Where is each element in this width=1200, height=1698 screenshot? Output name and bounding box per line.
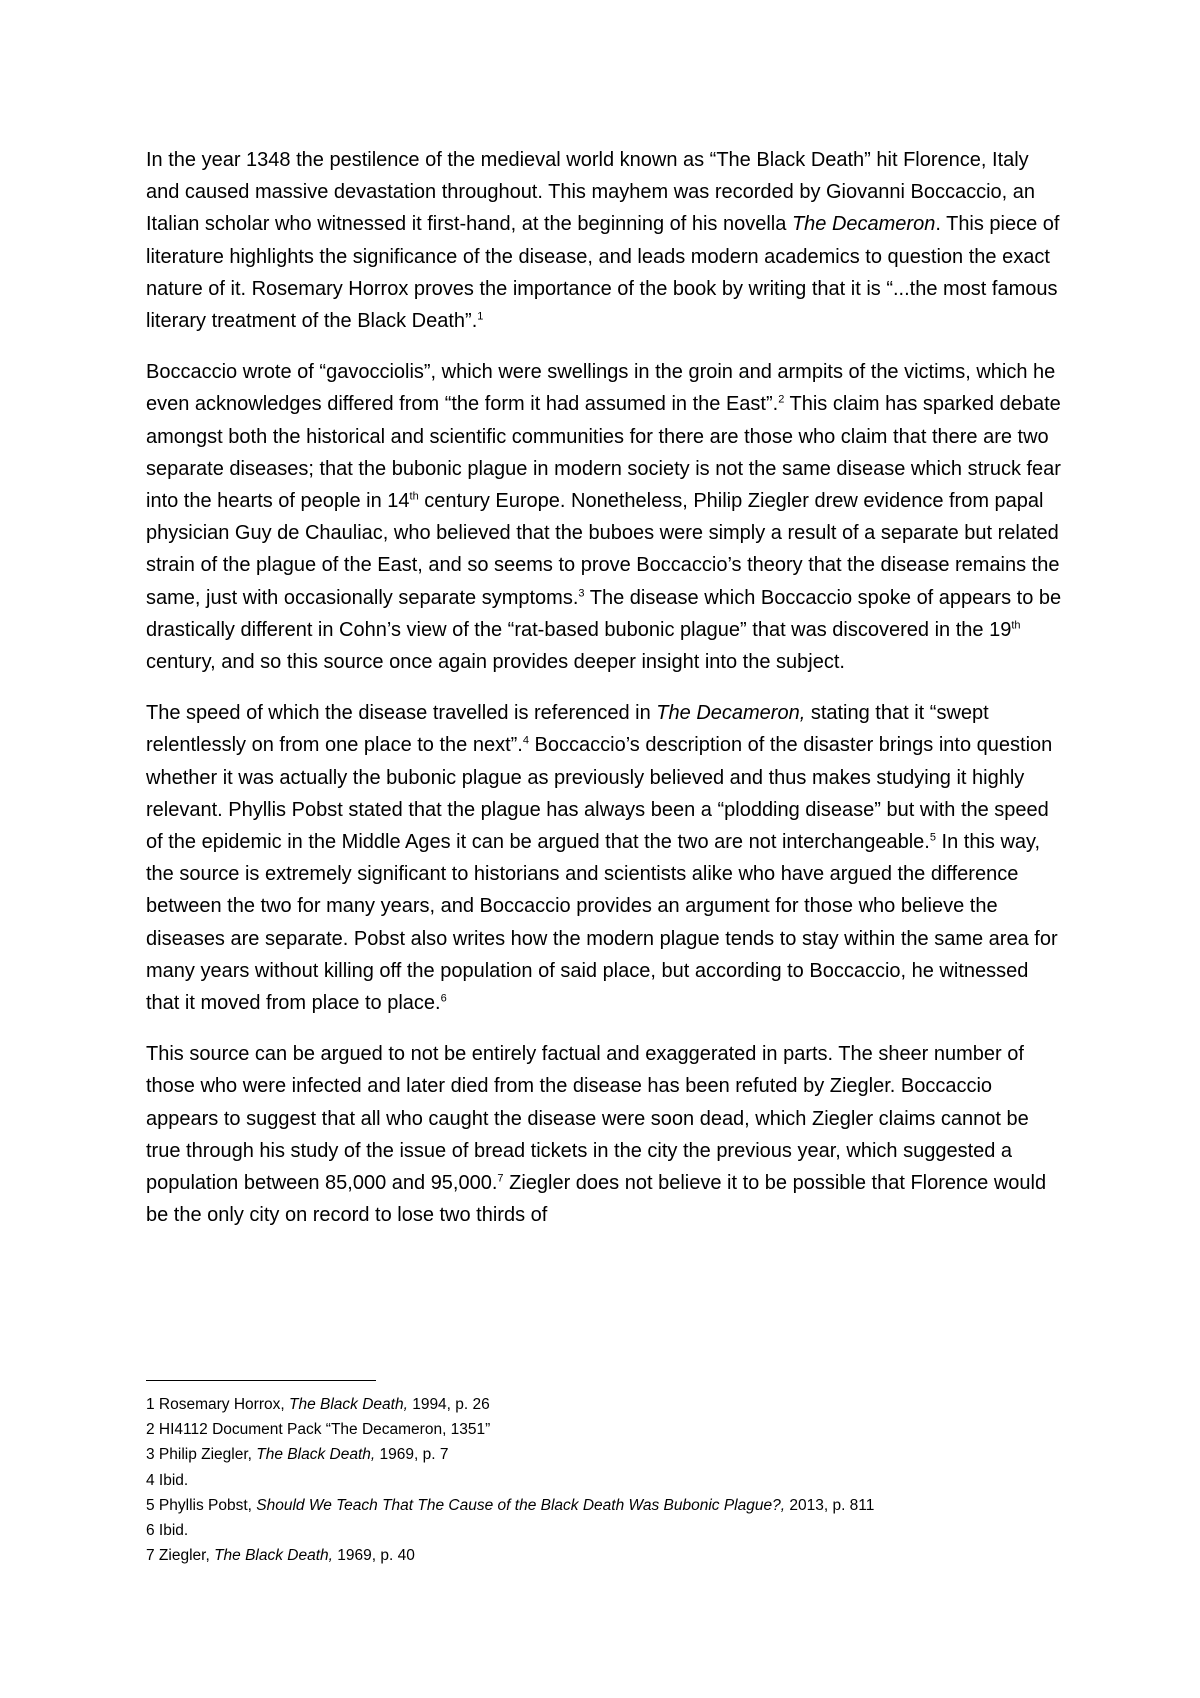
footnote-text: 2 HI4112 Document Pack “The Decameron, 1351”	[146, 1421, 491, 1439]
document-body	[146, 144, 1066, 1251]
footnote-4	[146, 1468, 1066, 1493]
footnote-text: 1994, p. 26	[407, 1396, 490, 1413]
ordinal-suffix: th	[1011, 619, 1021, 632]
footnote-title: The Black Death,	[214, 1547, 333, 1565]
footnote-ref-1: 1	[477, 310, 484, 323]
paragraph-text: This source can be argued to not be entirely factual and exaggerated in parts. The sheer number of those who were infected and later died from the disease has been refuted by Ziegler. Boccaccio appears to suggest that all who caught the disease were soon dead, which Ziegler claims cannot be true through his study of the issue of bread tickets in the city the previous year, which suggested a population between 85,000 and 95,000.	[146, 1043, 1029, 1195]
footnote-title: The Black Death,	[288, 1396, 408, 1413]
paragraph-text: stating that it “swept relentlessly on from one place to the next”.	[146, 702, 989, 757]
paragraph-text: This claim has sparked debate amongst both the historical and scientific communities for there are those who claim that there are two separate diseases; that the bubonic plague in modern society is not the same disease which struck fear into the hearts of people in 14	[146, 393, 1061, 513]
footnote-text: 5 Phyllis Pobst,	[146, 1496, 257, 1514]
paragraph-3	[146, 697, 1066, 1019]
footnote-ref-7: 7	[497, 1172, 504, 1185]
paragraph-text: century, and so this source once again provides deeper insight into the subject.	[146, 651, 845, 674]
paragraph-1	[146, 144, 1066, 337]
footnote-3	[146, 1442, 1066, 1467]
footnote-1	[146, 1392, 1066, 1417]
footnote-title: Should We Teach That The Cause of the Black Death Was Bubonic Plague?,	[256, 1496, 786, 1514]
paragraph-text: The disease which Boccaccio spoke of appears to be drastically different in Cohn’s view of the “rat-based bubonic plague” that was discovered in the 19	[146, 586, 1062, 641]
footnote-ref-2: 2	[778, 393, 785, 406]
paragraph-text: Boccaccio’s description of the disaster brings into question whether it was actually the bubonic plague as previously believed and thus makes studying it highly relevant. Phyllis Pobst stated that the plague has always been a “plodding disease” but with the speed of the epidemic in the Middle Ages it can be argued that the two are not interchangeable.	[146, 734, 1053, 854]
footnote-text: 6 Ibid.	[146, 1522, 189, 1540]
footnote-ref-5: 5	[929, 831, 936, 844]
ordinal-suffix: th	[409, 490, 419, 503]
footnote-text: 1969, p. 40	[332, 1547, 415, 1565]
book-title-italic: The Decameron,	[656, 702, 806, 725]
footnote-title: The Black Death,	[256, 1446, 376, 1464]
footnote-ref-4: 4	[522, 734, 529, 747]
footnote-6	[146, 1518, 1066, 1543]
footnote-text: 1 Rosemary Horrox,	[146, 1396, 289, 1413]
paragraph-4	[146, 1038, 1066, 1231]
paragraph-text: . This piece of literature highlights the significance of the disease, and leads modern academics to question the exact nature of it. Rosemary Horrox proves the importance of the book by writing that it is “...the most famous literary treatment of the Black Death”.	[146, 213, 1060, 333]
footnote-text: 3 Philip Ziegler,	[146, 1446, 257, 1464]
paragraph-text: In this way, the source is extremely significant to historians and scientists alike who have argued the difference between the two for many years, and Boccaccio provides an argument for those who believe the diseases are separate. Pobst also writes how the modern plague tends to stay within the same area for many years without killing off the population of said place, but according to Boccaccio, he witnessed that it moved from place to place.	[146, 831, 1058, 1015]
paragraph-text: In the year 1348 the pestilence of the medieval world known as “The Black Death” hit Florence, Italy and caused massive devastation throughout. This mayhem was recorded by Giovanni Boccaccio, an Italian scholar who witnessed it first-hand, at the beginning of his novella	[146, 149, 1036, 236]
footnote-7	[146, 1543, 1066, 1568]
footnote-2	[146, 1417, 1066, 1442]
footnote-separator	[146, 1380, 376, 1381]
book-title-italic: The Decameron	[791, 213, 936, 236]
footnote-5	[146, 1493, 1066, 1518]
footnote-ref-6: 6	[440, 992, 447, 1005]
footnote-text: 4 Ibid.	[146, 1471, 189, 1489]
paragraph-2	[146, 356, 1066, 678]
footnote-text: 7 Ziegler,	[146, 1547, 215, 1565]
paragraph-text: century Europe. Nonetheless, Philip Ziegler drew evidence from papal physician Guy de Chauliac, who believed that the buboes were simply a result of a separate but related strain of the plague of the East, and so seems to prove Boccaccio’s theory that the disease remains the same, just with occasionally separate symptoms.	[146, 490, 1060, 609]
paragraph-text: The speed of which the disease travelled is referenced in	[146, 702, 657, 725]
footnote-ref-3: 3	[578, 586, 585, 599]
footnote-text: 2013, p. 811	[785, 1496, 875, 1514]
footnote-text: 1969, p. 7	[375, 1446, 449, 1464]
footnotes	[146, 1392, 1066, 1568]
paragraph-text: Boccaccio wrote of “gavocciolis”, which were swellings in the groin and armpits of the victims, which he even acknowledges differed from “the form it had assumed in the East”.	[146, 361, 1056, 416]
paragraph-text: Ziegler does not believe it to be possible that Florence would be the only city on record to lose two thirds of	[146, 1172, 1047, 1227]
